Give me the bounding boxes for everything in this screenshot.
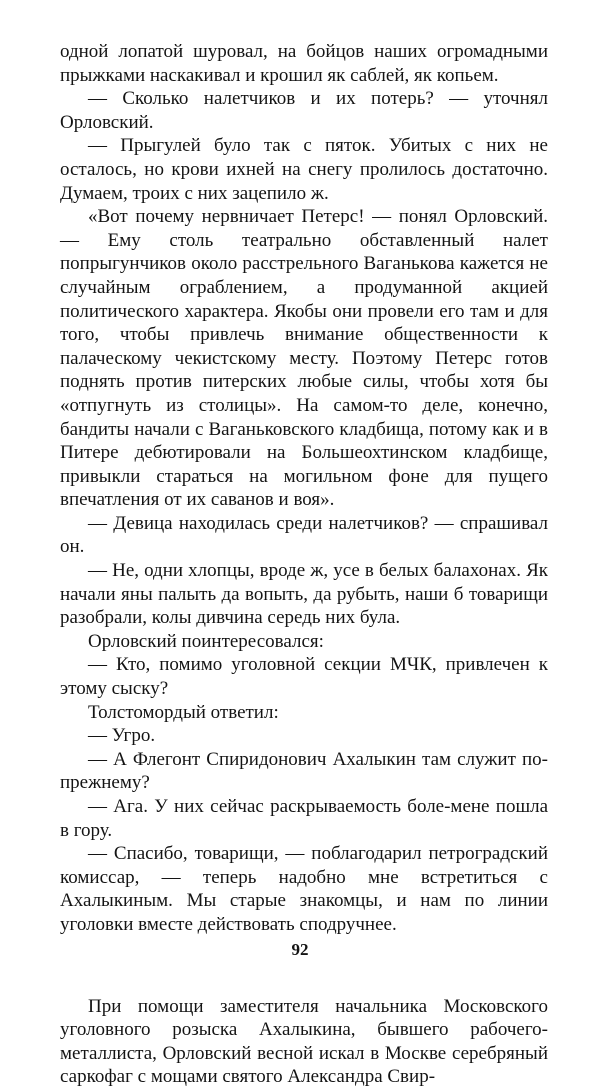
paragraph: — Спасибо, товарищи, — поблагодарил петроградский комиссар, — теперь надобно мне встретиться с Ахалыкиным. Мы старые знакомцы, и нам по линии уголовки вместе действовать сподручнее. [60,843,548,935]
paragraph: одной лопатой шуровал, на бойцов наших огромадными прыжками наскакивал и крошил як саблей, як копьем. [60,41,548,86]
paragraph: — Ага. У них сейчас раскрываемость боле-мене пошла в гору. [60,796,548,841]
paragraph: — Кто, помимо уголовной секции МЧК, привлечен к этому сыску? [60,654,548,700]
paragraph: Орловский поинтересовался: [88,630,324,652]
paragraph: — Не, одни хлопцы, вроде ж, усе в белых балахонах. Як начали яны палыть да вопыть, да рубыть, наши б товарищи разобрали, колы дивчина середь них була. [60,560,548,629]
paragraph: — Девица находилась среди налетчиков? — спрашивал он. [60,512,548,558]
page-number: 92 [291,940,309,959]
paragraph: — Сколько налетчиков и их потерь? — уточнял Орловский. [60,88,548,133]
paragraph: «Вот почему нервничает Петерс! — понял Орловский. — Ему столь театрально обставленный налет попрыгунчиков около расстрельного Ваганькова кажется не случайным ограблением, а продуманной акцией политического характера. Якобы они провели его там и для того, чтобы привлечь внимание общественности к палаческому чекистскому месту. Поэтому Петерс готов поднять против питерских любые силы, чтобы хотя бы «отпугнуть из столицы». На самом-то деле, конечно, бандиты начали с Ваганьковского кладбища, потому как и в Питере дебютировали на Большеохтинском кладбище, привыкли стараться на могильном фоне для пущего впечатления от их саванов и воя». [60,206,548,511]
paragraph: — А Флегонт Спиридонович Ахалыкин там служит по-прежнему? [60,748,548,794]
paragraph: Толстомордый ответил: [88,701,279,723]
text-section-bottom [60,995,548,1089]
book-page [60,40,548,1089]
text-section-top [60,40,548,937]
paragraph: При помощи заместителя начальника Московского уголовного розыска Ахалыкина, бывшего рабочего-металлиста, Орловский весной искал в Москве серебряный саркофаг с мощами святого Александра Свир- [60,995,548,1088]
paragraph: — Угро. [88,725,156,747]
paragraph: — Прыгулей було так с пяток. Убитых с них не осталось, но крови ихней на снегу пролилось достаточно. Думаем, троих с них зацепило ж. [60,135,548,204]
